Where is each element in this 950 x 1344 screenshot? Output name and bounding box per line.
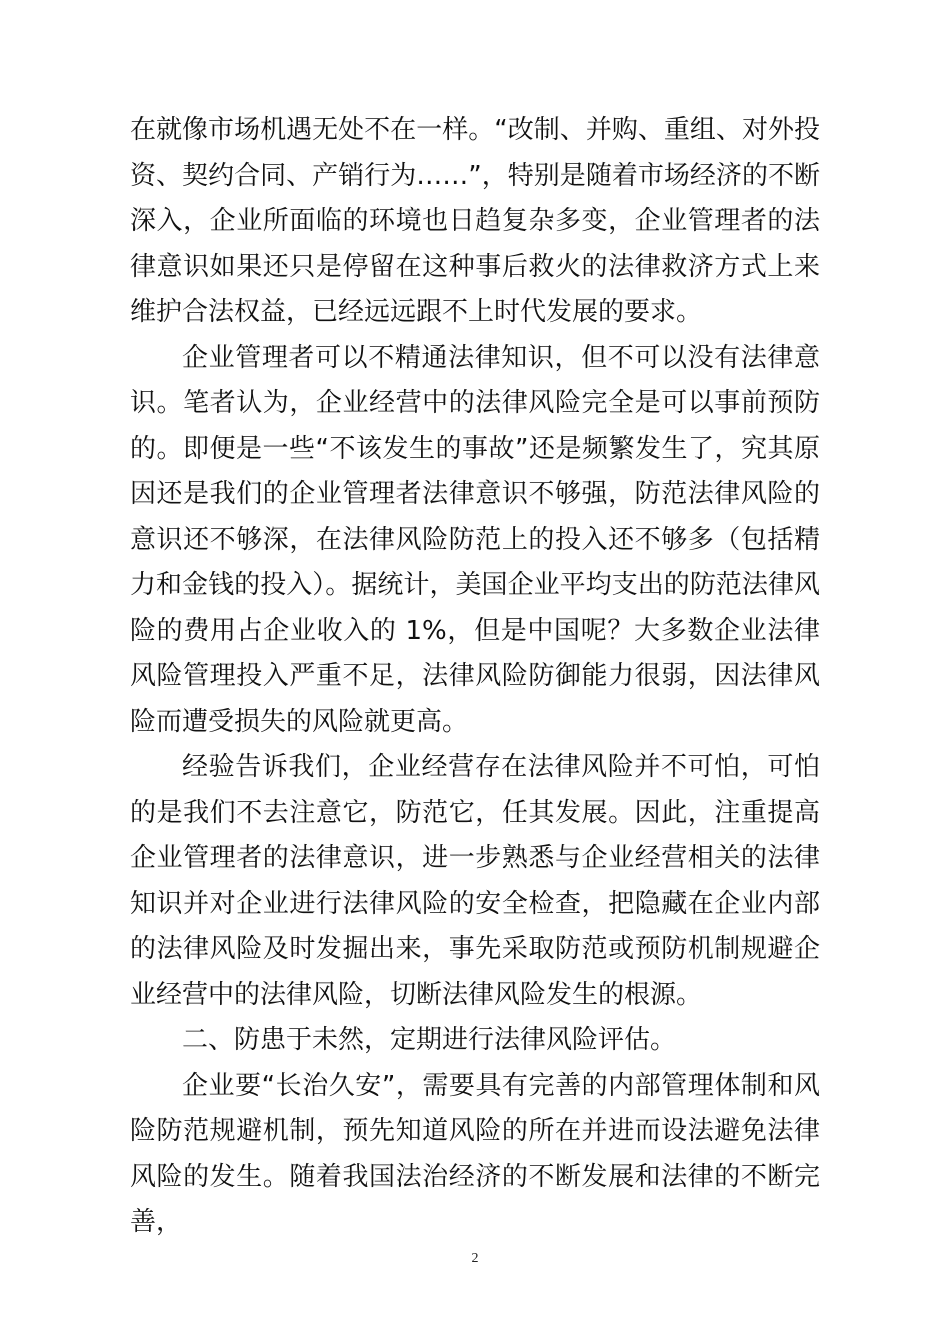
section-heading: 二、防患于未然，定期进行法律风险评估。	[182, 1025, 677, 1055]
paragraph-experience: 经验告诉我们，企业经营存在法律风险并不可怕，可怕的是我们不去注意它，防范它，任其发展。因此，注重提高企业管理者的法律意识，进一步熟悉与企业经营相关的法律知识并对企业进行法律风险的安全检查，把隐藏在企业内部的法律风险及时发掘出来，事先采取防范或预防机制规避企业经营中的法律风险，切断法律风险发生的根源。	[130, 752, 820, 1010]
body-text	[130, 108, 820, 1246]
paragraph-continuation: 在就像市场机遇无处不在一样。“改制、并购、重组、对外投资、契约合同、产销行为……”，特别是随着市场经济的不断深入，企业所面临的环境也日趋复杂多变，企业管理者的法律意识如果还只是停留在这种事后救火的法律救济方式上来维护合法权益，已经远远跟不上时代发展的要求。	[130, 115, 820, 327]
paragraph-legal-awareness: 企业管理者可以不精通法律知识，但不可以没有法律意识。笔者认为，企业经营中的法律风险完全是可以事前预防的。即便是一些“不该发生的事故”还是频繁发生了，究其原因还是我们的企业管理者法律意识不够强，防范法律风险的意识还不够深，在法律风险防范上的投入还不够多（包括精力和金钱的投入）。据统计，美国企业平均支出的防范法律风险的费用占企业收入的 1%，但是中国呢？大多数企业法律风险管理投入严重不足，法律风险防御能力很弱，因法律风险而遭受损失的风险就更高。	[130, 342, 820, 737]
page-number: 2	[471, 1251, 479, 1266]
paragraph-long-term-stability: 企业要“长治久安”，需要具有完善的内部管理体制和风险防范规避机制，预先知道风险的所在并进而设法避免法律风险的发生。随着我国法治经济的不断发展和法律的不断完善，	[130, 1070, 820, 1237]
